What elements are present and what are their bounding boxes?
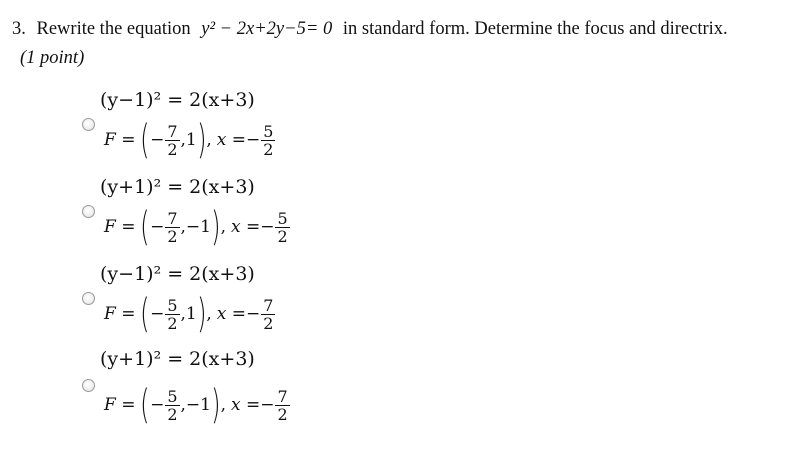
directrix-fraction bbox=[275, 388, 289, 423]
focus-x-numerator: 5 bbox=[167, 295, 178, 315]
left-paren: ( bbox=[140, 291, 150, 337]
directrix-denominator: 2 bbox=[263, 313, 274, 333]
directrix-denominator: 2 bbox=[277, 404, 288, 424]
option-2-radio[interactable] bbox=[82, 205, 95, 218]
directrix-label: x = bbox=[216, 130, 246, 150]
focus-x-fraction bbox=[165, 388, 179, 423]
focus-x-denominator: 2 bbox=[167, 139, 178, 159]
question-points: (1 point) bbox=[20, 48, 85, 68]
left-paren: ( bbox=[140, 117, 150, 163]
focus-x-denominator: 2 bbox=[167, 226, 178, 246]
right-paren: ) bbox=[196, 291, 207, 337]
option-4-standard-form: (y+1)² = 2(x+3) bbox=[100, 348, 255, 370]
question-prompt-start: Rewrite the equation bbox=[36, 19, 191, 39]
option-2-focus-directrix: F = ( − $\frac{7}{2}$ , −1 ) , x = − $\frac{5}{2}$ bbox=[104, 204, 288, 250]
left-paren: ( bbox=[140, 382, 150, 428]
option-3-standard-form: (y−1)² = 2(x+3) bbox=[100, 263, 255, 285]
question-equation: y² − 2x+2y−5= 0 bbox=[201, 19, 333, 39]
focus-y: 1 bbox=[185, 130, 197, 150]
option-3-focus-directrix: F = ( − $\frac{5}{2}$ , 1 ) , x = − $\frac{7}{2}$ bbox=[104, 291, 274, 337]
focus-label: F = bbox=[104, 217, 136, 237]
focus-x-fraction bbox=[165, 123, 179, 158]
directrix-fraction bbox=[261, 123, 275, 158]
directrix-numerator: 7 bbox=[263, 295, 274, 315]
directrix-numerator: 5 bbox=[277, 208, 288, 228]
focus-x-sign: − bbox=[150, 304, 165, 324]
directrix-sign: − bbox=[260, 395, 275, 415]
option-1-focus-directrix: F = ( − $\frac{7}{2}$ , 1 ) , x = − $\frac{5}{2}$ bbox=[104, 117, 274, 163]
focus-x-numerator: 7 bbox=[167, 208, 178, 228]
focus-x-denominator: 2 bbox=[167, 404, 178, 424]
right-paren: ) bbox=[211, 204, 221, 250]
option-1-radio[interactable] bbox=[82, 118, 95, 131]
focus-x-fraction bbox=[165, 210, 179, 245]
focus-label: F = bbox=[104, 395, 136, 415]
directrix-denominator: 2 bbox=[263, 139, 274, 159]
focus-y: −1 bbox=[185, 217, 211, 237]
option-1-standard-form: (y−1)² = 2(x+3) bbox=[100, 89, 255, 111]
directrix-fraction bbox=[275, 210, 289, 245]
directrix-label: x = bbox=[230, 217, 261, 237]
focus-x-sign: − bbox=[150, 217, 165, 237]
question-prompt-end: in standard form. Determine the focus and directrix. bbox=[342, 19, 728, 39]
focus-x-denominator: 2 bbox=[167, 313, 178, 333]
directrix-sign: − bbox=[246, 304, 261, 324]
question-number: 3. bbox=[12, 19, 26, 39]
focus-label: F = bbox=[104, 130, 136, 150]
directrix-numerator: 7 bbox=[277, 386, 288, 406]
right-paren: ) bbox=[196, 117, 207, 163]
directrix-denominator: 2 bbox=[277, 226, 288, 246]
focus-x-numerator: 7 bbox=[167, 121, 178, 141]
focus-x-fraction bbox=[165, 297, 179, 332]
directrix-sign: − bbox=[246, 130, 261, 150]
directrix-label: x = bbox=[230, 395, 261, 415]
focus-x-sign: − bbox=[150, 395, 165, 415]
option-4-focus-directrix: F = ( − $\frac{5}{2}$ , −1 ) , x = − $\frac{7}{2}$ bbox=[104, 382, 288, 428]
question-text bbox=[12, 18, 792, 40]
directrix-fraction bbox=[261, 297, 275, 332]
right-paren: ) bbox=[211, 382, 221, 428]
focus-x-sign: − bbox=[150, 130, 165, 150]
option-2-standard-form: (y+1)² = 2(x+3) bbox=[100, 176, 255, 198]
focus-x-numerator: 5 bbox=[167, 386, 178, 406]
directrix-numerator: 5 bbox=[263, 121, 274, 141]
option-4-radio[interactable] bbox=[82, 379, 95, 392]
directrix-label: x = bbox=[216, 304, 246, 324]
focus-y: 1 bbox=[185, 304, 197, 324]
focus-label: F = bbox=[104, 304, 136, 324]
directrix-sign: − bbox=[260, 217, 275, 237]
focus-y: −1 bbox=[185, 395, 211, 415]
left-paren: ( bbox=[140, 204, 150, 250]
option-3-radio[interactable] bbox=[82, 292, 95, 305]
